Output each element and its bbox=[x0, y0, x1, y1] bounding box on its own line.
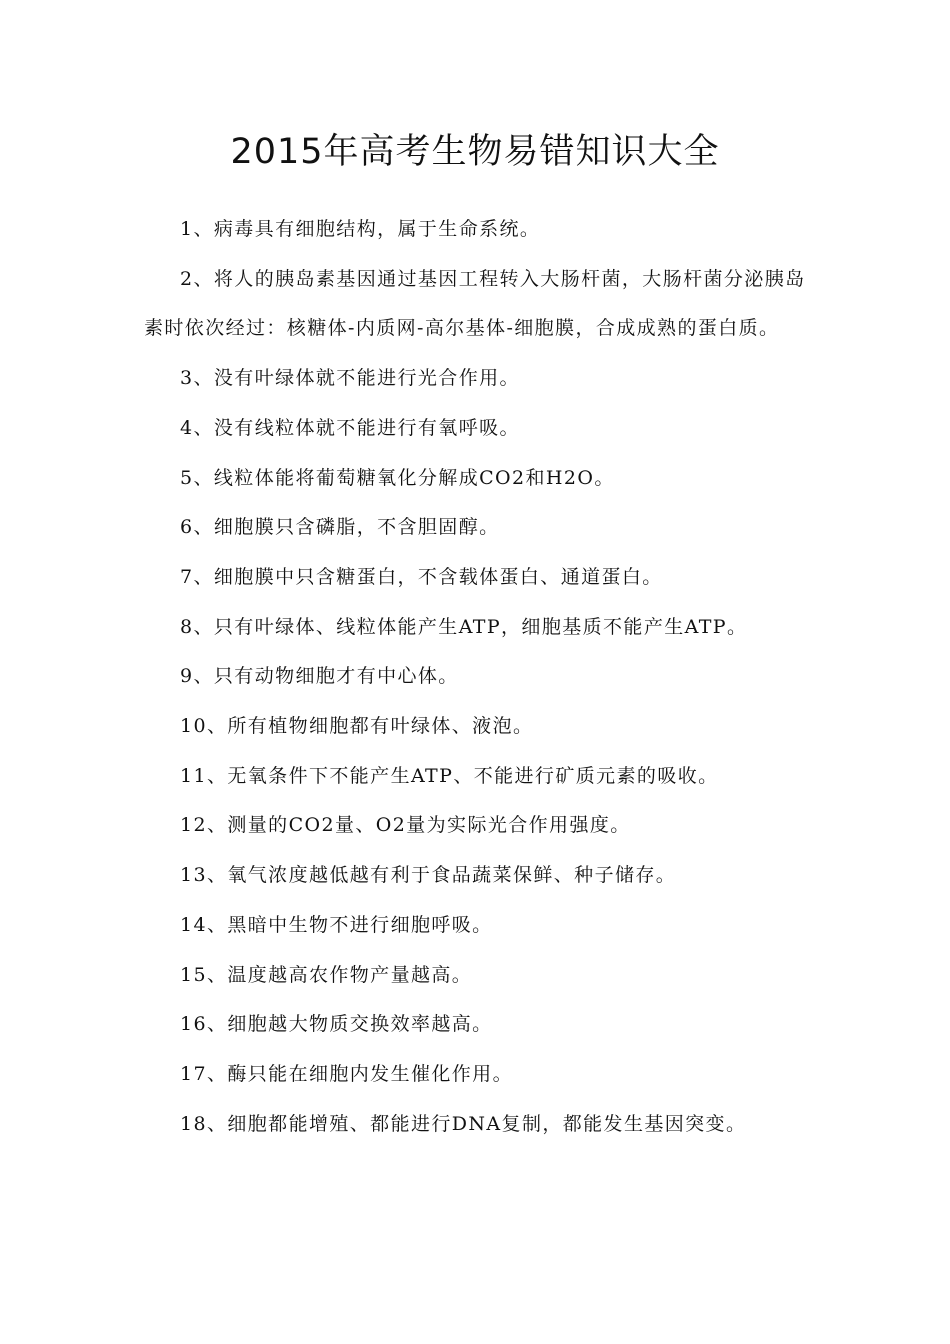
document-title: 2015年高考生物易错知识大全 bbox=[230, 132, 720, 172]
list-item: 14、黑暗中生物不进行细胞呼吸。 bbox=[180, 913, 493, 936]
list-item: 2、将人的胰岛素基因通过基因工程转入大肠杆菌，大肠杆菌分泌胰岛素时依次经过：核糖体-内质网-高尔基体-细胞膜，合成成熟的蛋白质。 bbox=[144, 267, 806, 340]
list-item: 10、所有植物细胞都有叶绿体、液泡。 bbox=[180, 715, 534, 738]
list-item: 16、细胞越大物质交换效率越高。 bbox=[180, 1013, 493, 1036]
item-list bbox=[144, 205, 816, 1149]
list-item: 11、无氧条件下不能产生ATP、不能进行矿质元素的吸收。 bbox=[180, 764, 719, 787]
list-item: 17、酶只能在细胞内发生催化作用。 bbox=[180, 1062, 513, 1085]
list-item: 12、测量的CO2量、O2量为实际光合作用强度。 bbox=[180, 814, 631, 837]
list-item: 5、线粒体能将葡萄糖氧化分解成CO2和H2O。 bbox=[180, 466, 615, 489]
list-item: 18、细胞都能增殖、都能进行DNA复制，都能发生基因突变。 bbox=[180, 1112, 747, 1135]
list-item: 6、细胞膜只含磷脂，不含胆固醇。 bbox=[180, 516, 500, 539]
list-item: 1、病毒具有细胞结构，属于生命系统。 bbox=[180, 218, 541, 240]
list-item: 7、细胞膜中只含糖蛋白，不含载体蛋白、通道蛋白。 bbox=[180, 565, 663, 588]
list-item: 13、氧气浓度越低越有利于食品蔬菜保鲜、种子储存。 bbox=[180, 864, 677, 887]
list-item: 8、只有叶绿体、线粒体能产生ATP，细胞基质不能产生ATP。 bbox=[180, 615, 748, 638]
list-item: 9、只有动物细胞才有中心体。 bbox=[180, 665, 459, 688]
list-item: 4、没有线粒体就不能进行有氧呼吸。 bbox=[180, 416, 520, 439]
list-item: 3、没有叶绿体就不能进行光合作用。 bbox=[180, 367, 520, 390]
list-item: 15、温度越高农作物产量越高。 bbox=[180, 963, 473, 986]
